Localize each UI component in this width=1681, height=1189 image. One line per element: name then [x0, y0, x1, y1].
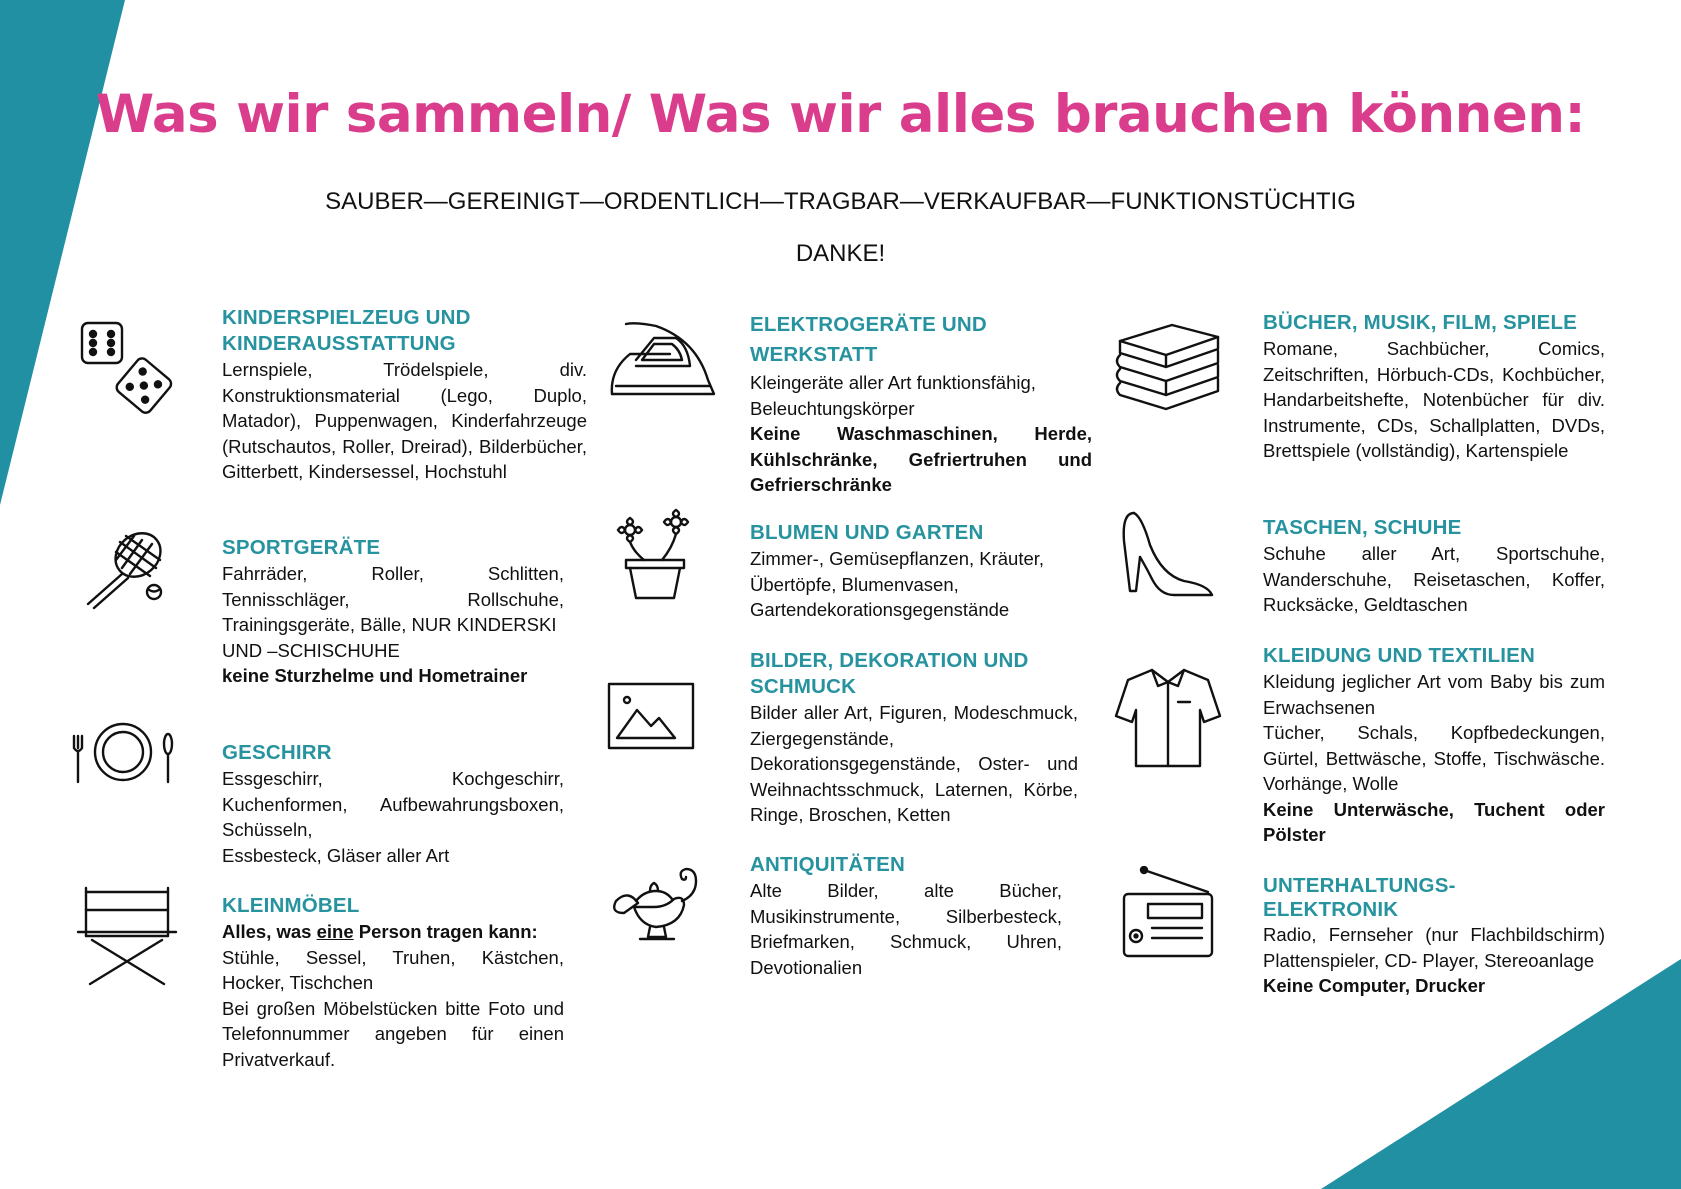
category-heading: TASCHEN, SCHUHE	[1263, 516, 1462, 539]
category-unterhaltung	[1263, 874, 1605, 999]
category-antik	[750, 852, 1062, 980]
category-exclusion: keine Sturzhelme und Hometrainer	[222, 665, 528, 686]
iron-icon	[606, 310, 716, 420]
category-elektro	[750, 310, 1092, 498]
category-heading: KLEIDUNG UND TEXTILIEN	[1263, 644, 1536, 667]
category-text: Lernspiele, Trödelspiele, div. Konstruktionsmaterial (Lego, Duplo, Matador), Puppenwagen, Kinderfahrzeuge (Rutschautos, Roller, Dreirad), Bilderbücher, Gitterbett, Kindersessel, Hochstuhl	[222, 359, 587, 482]
category-text: Essgeschirr, Kochgeschirr, Kuchenformen, Aufbewahrungsboxen, Schüsseln,	[222, 768, 564, 840]
category-text: Alte Bilder, alte Bücher, Musikinstrumente, Silberbesteck, Briefmarken, Schmuck, Uhren, Devotionalien	[750, 880, 1062, 978]
oil-lamp-icon	[600, 855, 710, 965]
picture-frame-icon	[595, 664, 705, 774]
category-text: Kleingeräte aller Art funktionsfähig, Beleuchtungskörper	[750, 372, 1036, 419]
category-heading: KLEINMÖBEL	[222, 894, 360, 917]
category-condition: Alles, was eine Person tragen kann:	[222, 921, 538, 942]
category-heading: SPORTGERÄTE	[222, 536, 381, 559]
category-heading: ANTIQUITÄTEN	[750, 853, 905, 876]
category-heading: GESCHIRR	[222, 741, 332, 764]
high-heel-icon	[1112, 505, 1222, 615]
category-heading: BILDER, DEKORATION UND SCHMUCK	[750, 649, 1029, 698]
category-blumen	[750, 520, 1080, 623]
page-title: Was wir sammeln/ Was wir alles brauchen können:	[95, 84, 1586, 145]
category-heading: BLUMEN UND GARTEN	[750, 521, 984, 544]
category-sport	[222, 535, 564, 689]
shirt-icon	[1112, 664, 1222, 774]
tennis-racket-icon	[80, 522, 190, 632]
category-heading: UNTERHALTUNGS- ELEKTRONIK	[1263, 874, 1456, 921]
radio-icon	[1112, 866, 1222, 976]
category-text-extra: Tücher, Schals, Kopfbedeckungen, Gürtel, Bettwäsche, Stoffe, Tischwäsche. Vorhänge, Wolle	[1263, 722, 1605, 794]
category-exclusion: Keine Waschmaschinen, Herde, Kühlschränke, Gefriertruhen und Gefrierschränke	[750, 423, 1092, 495]
flower-pot-icon	[600, 500, 710, 610]
category-text-extra: Essbesteck, Gläser aller Art	[222, 844, 450, 866]
subtitle: SAUBER—GEREINIGT—ORDENTLICH—TRAGBAR—VERKAUFBAR—FUNKTIONSTÜCHTIG	[325, 188, 1356, 215]
category-exclusion: Keine Unterwäsche, Tuchent oder Pölster	[1263, 798, 1605, 845]
category-text: Kleidung jeglicher Art vom Baby bis zum Erwachsenen	[1263, 671, 1605, 718]
dice-icon	[72, 315, 182, 425]
category-text: Radio, Fernseher (nur Flachbildschirm) Plattenspieler, CD- Player, Stereoanlage	[1263, 924, 1605, 971]
plate-cutlery-icon	[68, 700, 178, 810]
category-text: Romane, Sachbücher, Comics, Zeitschriften, Hörbuch-CDs, Kochbücher, Handarbeitshefte, Notenbücher für div. Instrumente, CDs, Schallplatten, DVDs, Brettspiele (vollständig), Kartenspiele	[1263, 338, 1605, 461]
category-text-extra: Bei großen Möbelstücken bitte Foto und Telefonnummer angeben für einen Privatverkauf.	[222, 997, 564, 1070]
category-kinder	[222, 305, 587, 485]
category-heading: ELEKTROGERÄTE UND WERKSTATT	[750, 313, 987, 366]
category-heading: KINDERSPIELZEUG UND KINDERAUSSTATTUNG	[222, 306, 471, 355]
category-taschen	[1263, 515, 1605, 618]
category-kleidung	[1263, 643, 1605, 848]
category-text: Fahrräder, Roller, Schlitten, Tennisschläger, Rollschuhe, Trainingsgeräte, Bälle, NUR KINDERSKI	[222, 563, 564, 635]
director-chair-icon	[72, 880, 182, 990]
category-text: Stühle, Sessel, Truhen, Kästchen, Hocker, Tischchen	[222, 946, 564, 993]
category-text: Zimmer-, Gemüsepflanzen, Kräuter, Übertöpfe, Blumenvasen, Gartendekorationsgegenstände	[750, 548, 1045, 620]
category-bilder	[750, 648, 1078, 828]
books-icon	[1112, 315, 1222, 425]
thanks-text: DANKE!	[795, 240, 886, 267]
category-text: Bilder aller Art, Figuren, Modeschmuck, Ziergegenstände, Dekorationsgegenstände, Oster- und Weihnachtsschmuck, Laternen, Körbe, Ringe, Broschen, Ketten	[750, 702, 1078, 825]
category-exclusion: Keine Computer, Drucker	[1263, 975, 1486, 996]
category-text-extra: UND –SCHISCHUHE	[222, 639, 400, 661]
category-heading: BÜCHER, MUSIK, FILM, SPIELE	[1263, 311, 1578, 334]
category-geschirr	[222, 740, 564, 868]
category-moebel	[222, 893, 564, 1072]
category-text: Schuhe aller Art, Sportschuhe, Wanderschuhe, Reisetaschen, Koffer, Rucksäcke, Geldtaschen	[1263, 543, 1605, 615]
category-buecher	[1263, 310, 1605, 464]
